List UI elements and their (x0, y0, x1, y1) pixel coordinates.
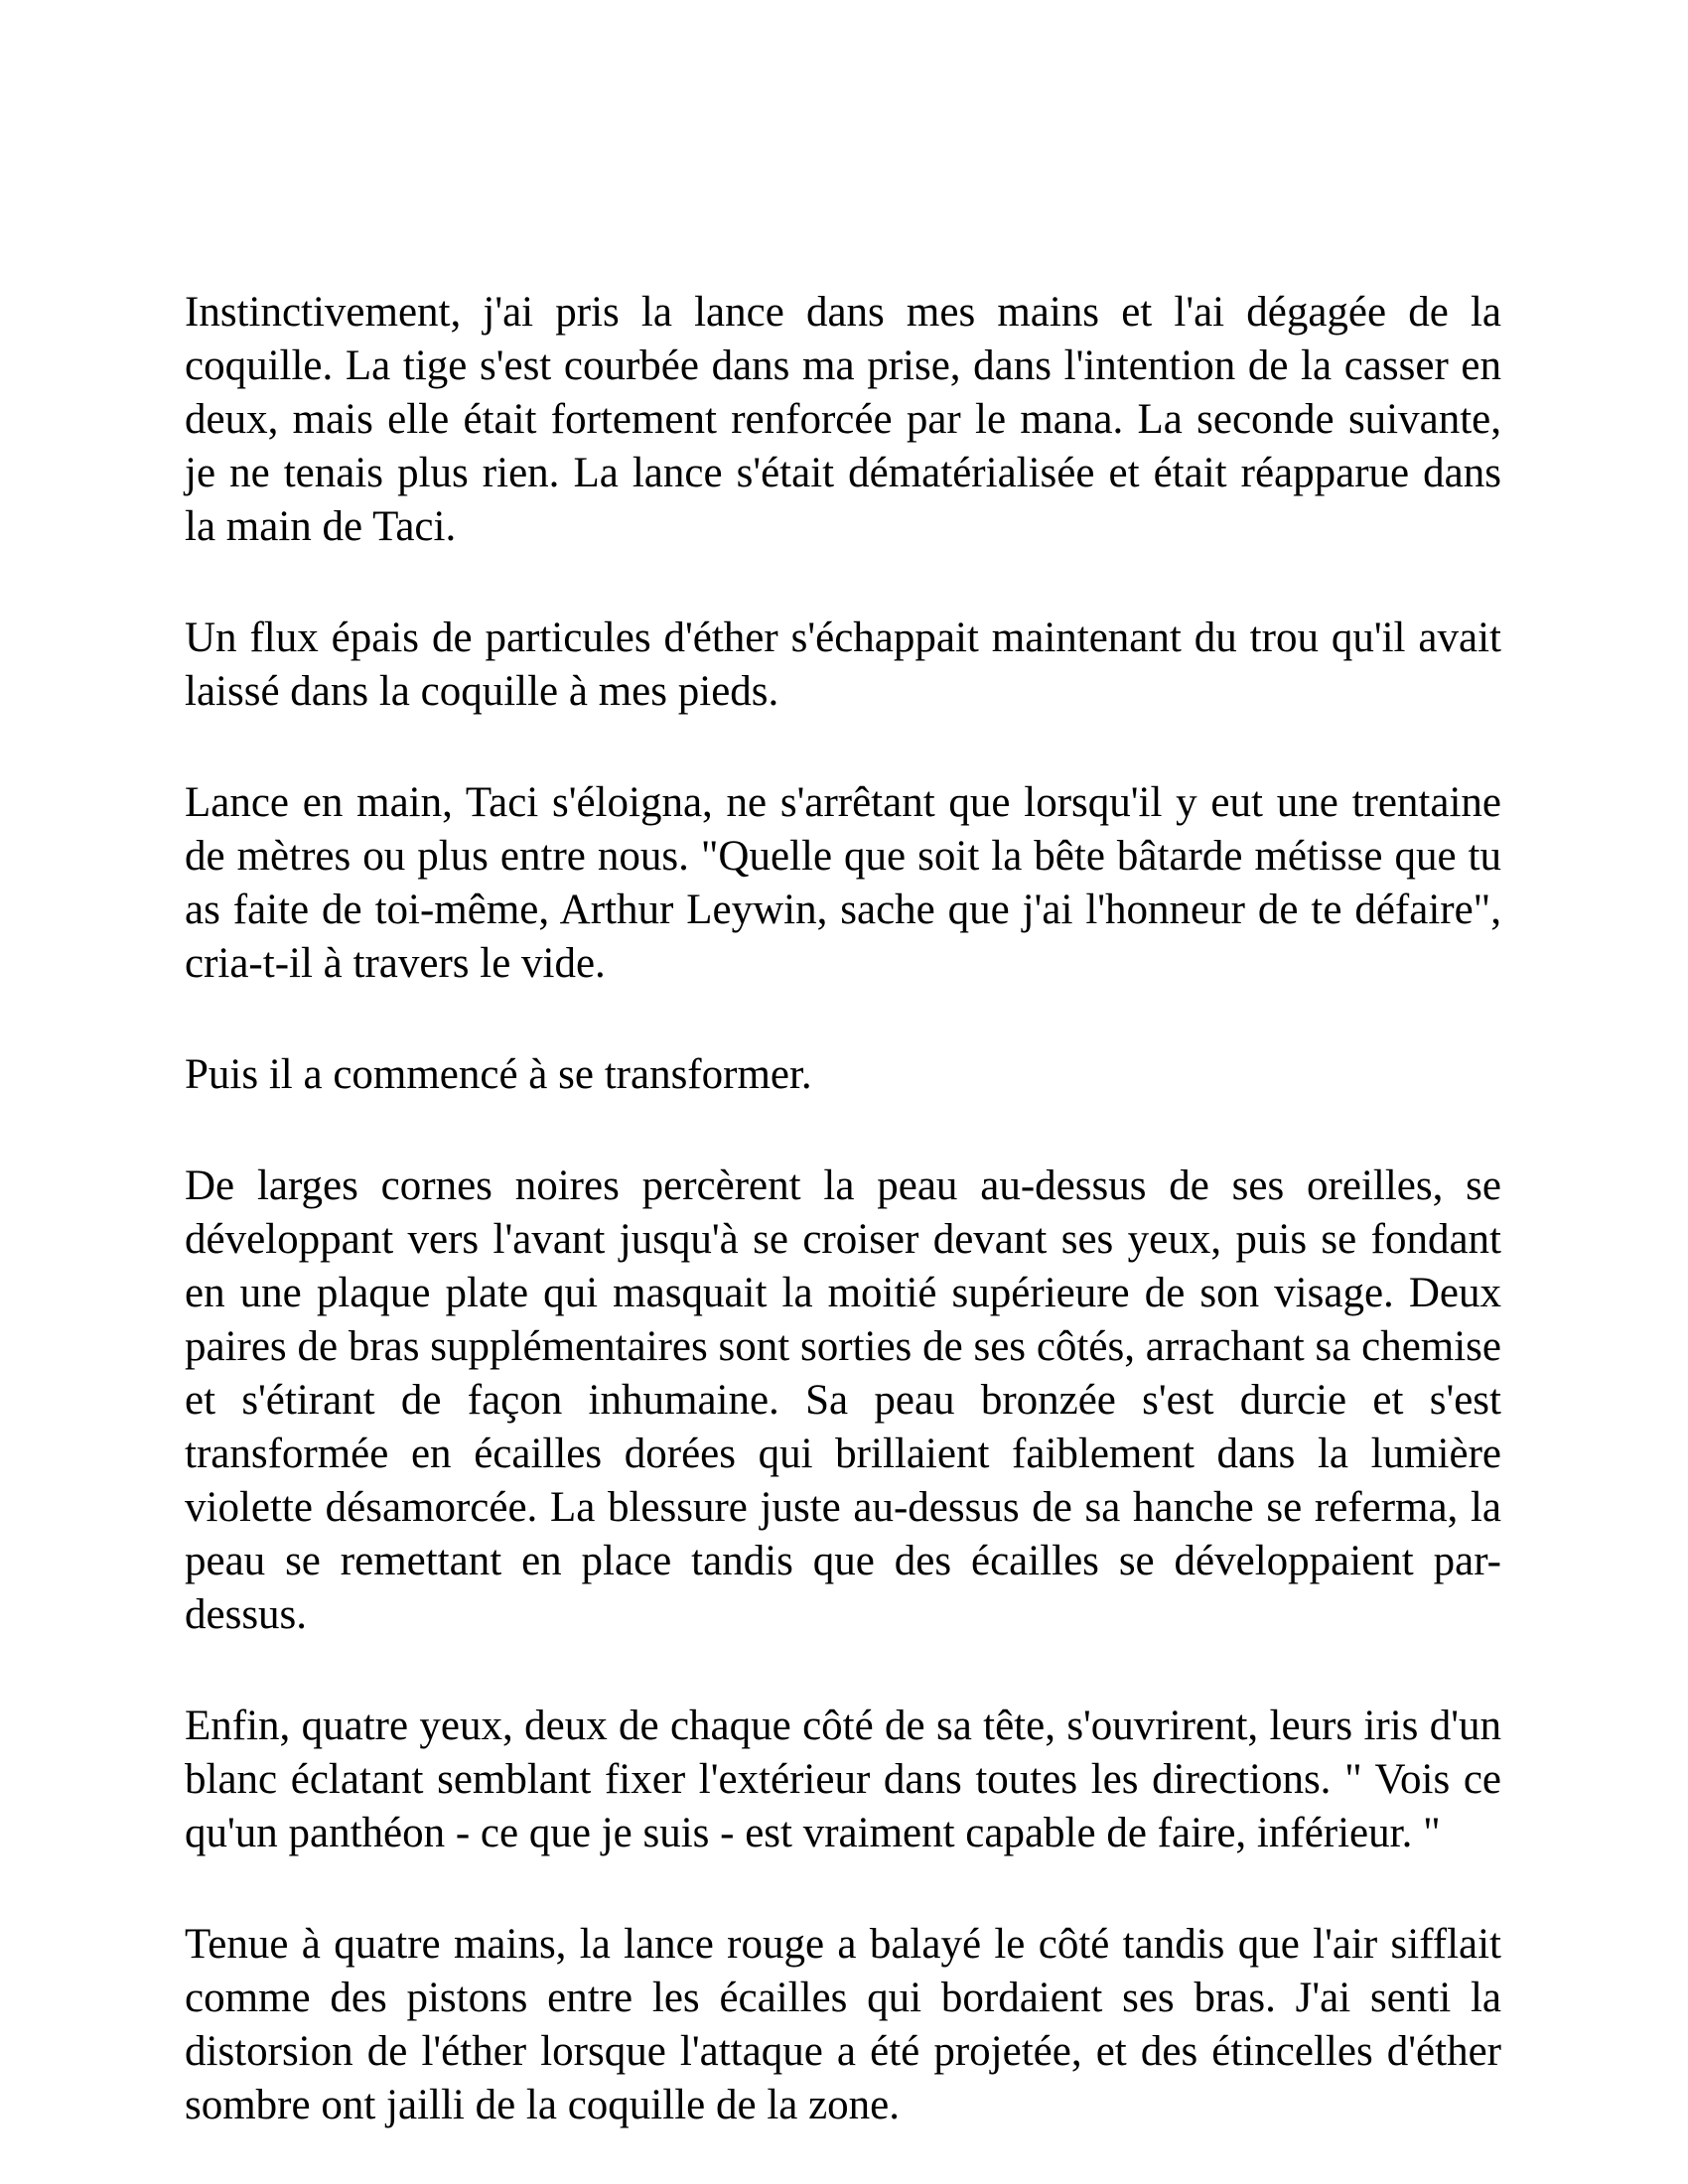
paragraph: Un flux épais de particules d'éther s'échappait maintenant du trou qu'il avait laissé dans la coquille à mes pieds. (185, 614, 1501, 715)
paragraph: Puis il a commencé à se transformer. (185, 1051, 812, 1098)
text-content (185, 286, 1501, 2132)
paragraph: Enfin, quatre yeux, deux de chaque côté de sa tête, s'ouvrirent, leurs iris d'un blanc éclatant semblant fixer l'extérieur dans toutes les directions. " Vois ce qu'un panthéon - ce que je suis - est vraiment capable de faire, inférieur. " (185, 1703, 1501, 1856)
paragraph: Lance en main, Taci s'éloigna, ne s'arrêtant que lorsqu'il y eut une trentaine de mètres ou plus entre nous. "Quelle que soit la bête bâtarde métisse que tu as faite de toi-même, Arthur Leywin, sache que j'ai l'honneur de te défaire", cria-t-il à travers le vide. (185, 779, 1501, 987)
paragraph: De larges cornes noires percèrent la peau au-dessus de ses oreilles, se développant vers l'avant jusqu'à se croiser devant ses yeux, puis se fondant en une plaque plate qui masquait la moitié supérieure de son visage. Deux paires de bras supplémentaires sont sorties de ses côtés, arrachant sa chemise et s'étirant de façon inhumaine. Sa peau bronzée s'est durcie et s'est transformée en écailles dorées qui brillaient faiblement dans la lumière violette désamorcée. La blessure juste au-dessus de sa hanche se referma, la peau se remettant en place tandis que des écailles se développaient par-dessus. (185, 1162, 1501, 1638)
paragraph: Instinctivement, j'ai pris la lance dans mes mains et l'ai dégagée de la coquille. La tige s'est courbée dans ma prise, dans l'intention de la casser en deux, mais elle était fortement renforcée par le mana. La seconde suivante, je ne tenais plus rien. La lance s'était dématérialisée et était réapparue dans la main de Taci. (185, 289, 1501, 550)
paragraph: Tenue à quatre mains, la lance rouge a balayé le côté tandis que l'air sifflait comme des pistons entre les écailles qui bordaient ses bras. J'ai senti la distorsion de l'éther lorsque l'attaque a été projetée, et des étincelles d'éther sombre ont jailli de la coquille de la zone. (185, 1921, 1501, 2128)
